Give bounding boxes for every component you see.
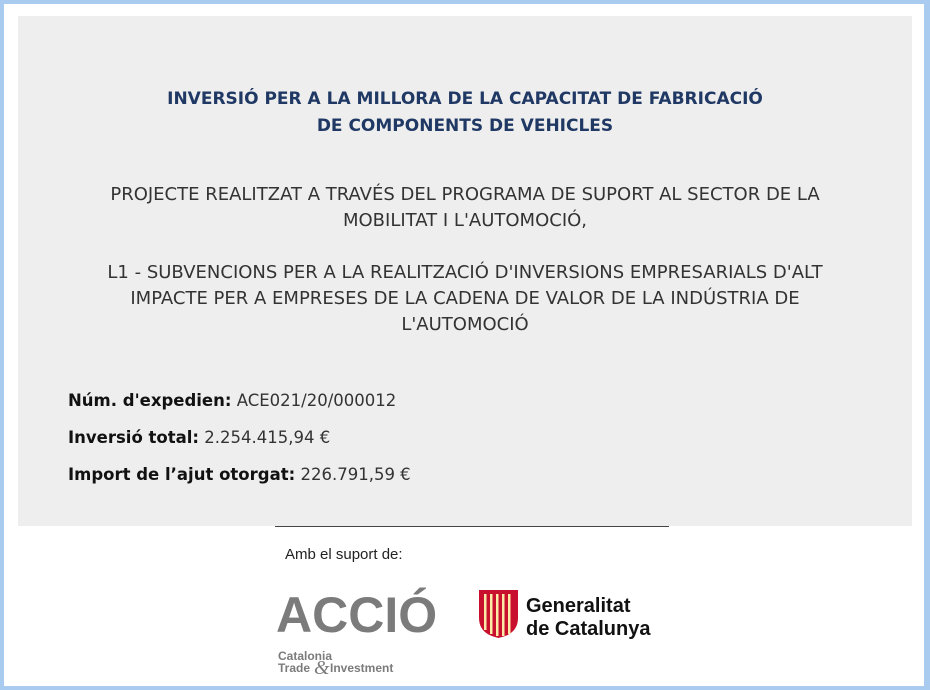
accio-logo-trade: Trade — [278, 661, 311, 675]
accio-logo-investment: Investment — [330, 661, 394, 675]
subsidy-line-2: IMPACTE PER A EMPRESES DE LA CADENA DE VALOR DE LA INDÚSTRIA DE — [130, 288, 800, 309]
subsidy-line-description — [18, 260, 912, 338]
generalitat-line-1: Generalitat — [526, 595, 631, 617]
page-frame — [4, 4, 924, 686]
fact-aid-amount — [68, 462, 411, 499]
fact-expedient — [68, 388, 411, 425]
expedient-value: ACE021/20/000012 — [236, 391, 397, 410]
project-facts — [68, 388, 411, 499]
total-investment-label: Inversió total: — [68, 428, 200, 447]
program-line-1: PROJECTE REALITZAT A TRAVÉS DEL PROGRAMA DE SUPORT AL SECTOR DE LA — [110, 184, 820, 205]
total-investment-value: 2.254.415,94 € — [204, 428, 331, 447]
expedient-label: Núm. d'expedien: — [68, 391, 232, 410]
aid-amount-label: Import de l’ajut otorgat: — [68, 465, 296, 484]
generalitat-logo — [476, 588, 666, 640]
support-label: Amb el suport de: — [285, 546, 403, 563]
project-title-line-1: INVERSIÓ PER A LA MILLORA DE LA CAPACITAT DE FABRICACIÓ — [167, 89, 763, 109]
info-panel — [18, 16, 912, 526]
program-description — [18, 182, 912, 234]
accio-logo-word: ACCIÓ — [276, 587, 438, 643]
accio-logo — [274, 580, 449, 676]
generalitat-emblem-icon — [479, 590, 518, 638]
program-line-2: MOBILITAT I L'AUTOMOCIÓ, — [342, 210, 588, 231]
aid-amount-value: 226.791,59 € — [300, 465, 411, 484]
divider — [275, 526, 669, 527]
subsidy-line-1: L1 - SUBVENCIONS PER A LA REALITZACIÓ D'INVERSIONS EMPRESARIALS D'ALT — [107, 262, 823, 283]
project-title — [18, 86, 912, 140]
project-title-line-2: DE COMPONENTS DE VEHICLES — [316, 116, 614, 136]
subsidy-line-3: L'AUTOMOCIÓ — [401, 314, 529, 335]
accio-logo-catalonia: Catalonia — [278, 649, 333, 663]
svg-text:Trade — [278, 661, 310, 675]
accio-logo-ampersand: & — [314, 657, 330, 676]
generalitat-line-2: de Catalunya — [526, 618, 651, 640]
fact-total-investment — [68, 425, 411, 462]
